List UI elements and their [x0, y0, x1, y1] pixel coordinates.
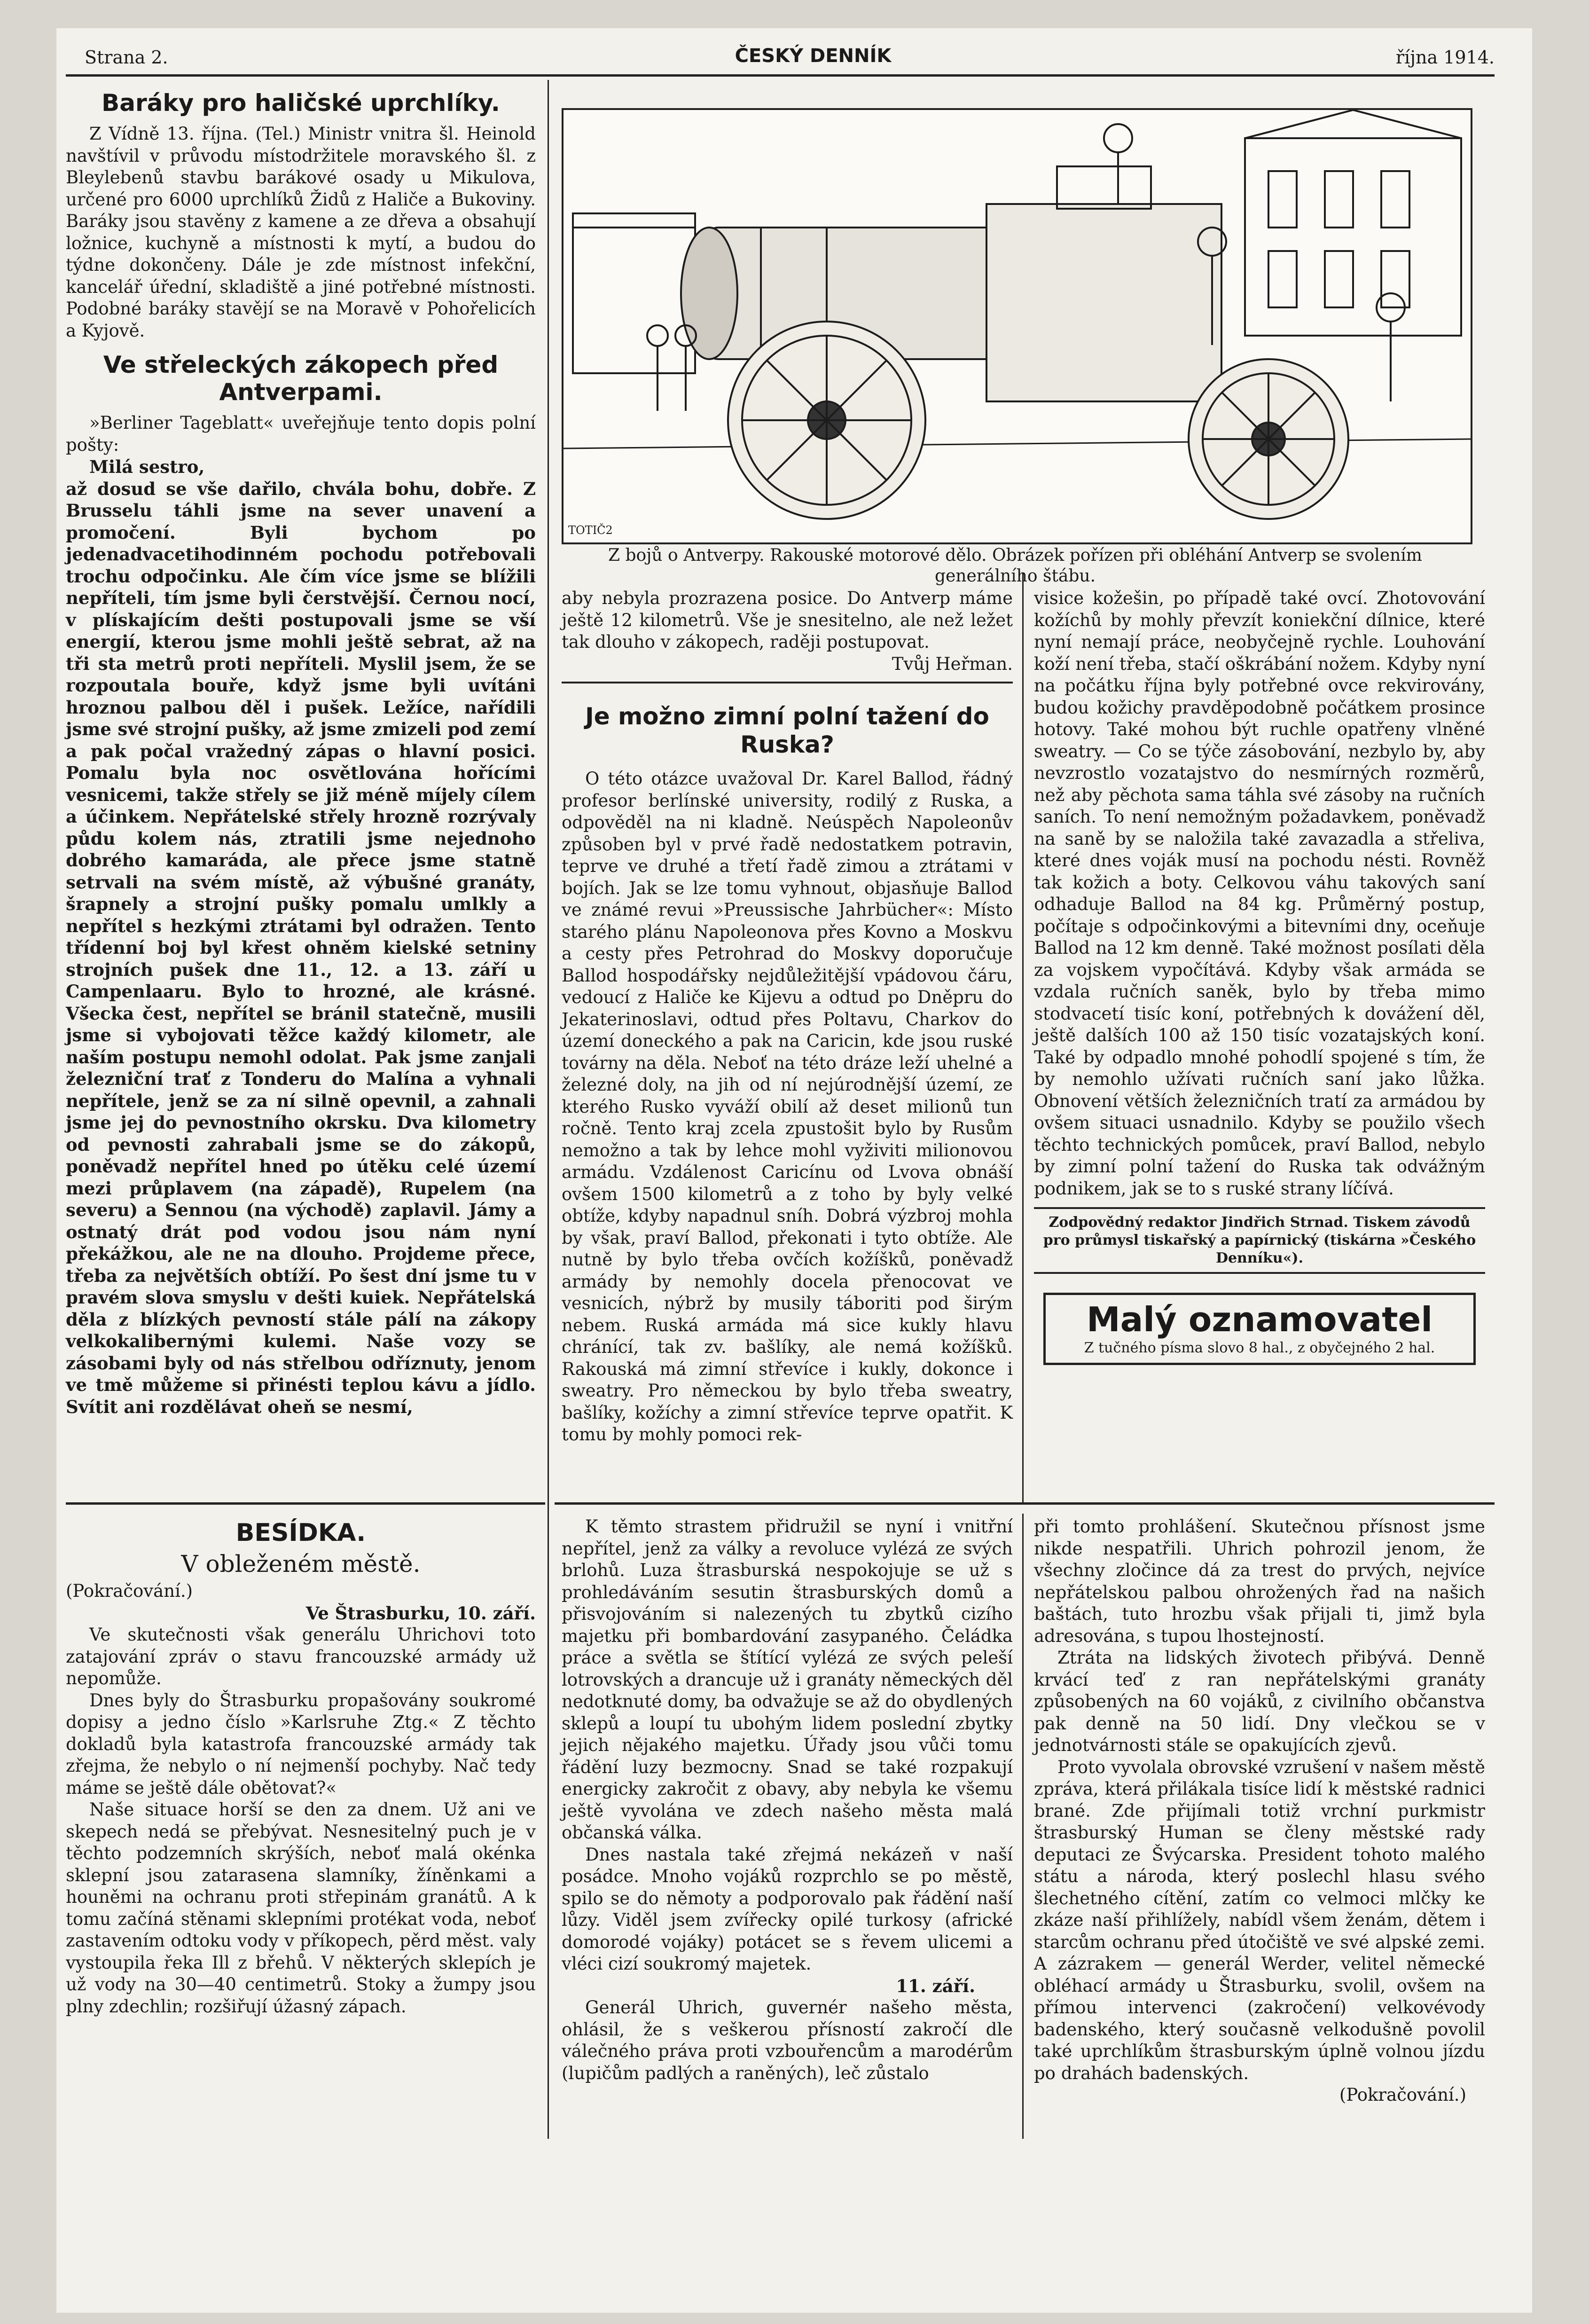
besidka-paragraph: K těmto strastem přidružil se nyní i vnitřní nepřítel, jenž za války a revoluce vylézá ze svých brlohů. Luza štrasburská nespokojuje se už s prohledáváním sesutin štrasburských domů a přisvojováním si nalezených tu zbytků cizího majetku při bombardování zasypaného. Čeládka práce a světla se štítící vylézá ze svých peleší lotrovských a drancuje už i granáty německých děl nedotknuté domy, ba odvažuje se až do obydlených sklepů a loupí tu ubohým lidem poslední zbytky jejich nějakého majetku. Úřady jsou vůči tomu řádění luzy bezmocny. Snad se také rozpakují energicky zakročit z obavy, aby nebyla ke všemu ještě vyvolána ve zdech našeho města malá občanská válka. — [562, 1516, 1013, 1843]
antverpy-continuation: aby nebyla prozrazena posice. Do Antverp máme ještě 12 kilometrů. Vše je snesitelno, ale než ležet tak dlouho v zákopech, raději postupovat. — [562, 588, 1013, 652]
besidka-section-title: BESÍDKA. — [235, 1519, 366, 1547]
motor-cannon-drawing — [564, 110, 1471, 542]
besidka-story-title: V obleženém městě. — [181, 1550, 421, 1578]
header-rule — [66, 74, 1495, 77]
besidka-dateline: Ve Štrasburku, 10. září. — [305, 1602, 536, 1624]
besidka-paragraph: Generál Uhrich, guvernér našeho města, ohlásil, že s veškerou přísností zakročí dle válečného práva proti vzbouřencům a marodérům (lupičům padlých a raněných), leč zůstalo — [562, 1997, 1013, 2083]
imprint: Zodpovědný redaktor Jindřich Strnad. Tiskem závodů pro průmysl tiskařský a papírnický (tiskárna »Českého Denníku«). — [1043, 1214, 1476, 1266]
antverpy-signature: Tvůj Heřman. — [892, 653, 1013, 674]
classifieds-title: Malý oznamovatel — [1086, 1300, 1433, 1339]
column-divider — [1022, 1514, 1024, 2139]
bottom-section-rule — [555, 1502, 1495, 1505]
besidka-paragraph: Ztráta na lidských životech přibývá. Denně krvácí teď z ran nepřátelskými granáty způsobených na 60 vojáků, z civilního občanstva pak denně na 50 lidí. Dny vlečkou se v jednotvárnosti stále se opakujících zjevů. — [1034, 1648, 1485, 1755]
article-russia-title: Je možno zimní polní tažení do Ruska? — [585, 703, 989, 758]
classifieds-prices: Z tučného písma slovo 8 hal., z obyčejného 2 hal. — [1084, 1340, 1435, 1356]
besidka-paragraph: při tomto prohlášení. Skutečnou přísnost jsme nikde nespatřili. Uhrich pohrozil jenom, že všechny zločince dá za trest do prvých, nejvíce nepřátelskou palbou ohrožených řad na našich baštách, tuto hrozbu však přijali ti, jimž byla adresována, s tupou lhostejností. — [1034, 1516, 1485, 1646]
besidka-dateline: 11. září. — [896, 1975, 975, 1996]
cannon-illustration — [562, 108, 1472, 544]
besidka-paragraph: Proto vyvolala obrovské vzrušení v našem městě zpráva, která přilákala tisíce lidí k městské radnici brané. Zde přijímali totiž vrchní purkmistr štrasburský Human se členy městské rady deputaci ze Švýcarska. President tohoto malého státu a národa, který poslechl hlasu svého šlechetného cítění, zatím co velmoci mlčky ke zkáze naší přihlížely, nabídl všem ženám, dětem i starcům ochranu před útočiště ve své alpské zemi. A zázrakem — generál Werder, velitel německé obléhací armády u Štrasburku, svolil, ovšem na přímou intervenci (zakročení) velkovévody badenského, který současně velkodušně povolil také uprchlíkům štrasburským úplně volnou jízdu po drahách badenských. — [1034, 1757, 1485, 2083]
article-russia-body: O této otázce uvažoval Dr. Karel Ballod, řádný profesor berlínské university, rodilý z Ruska, a odpověděl na ni kladně. Neúspěch Napoleonův způsoben byl v prvé řadě nedostatkem potravin, teprve ve druhé a třetí řadě zimou a ztrátami v bojích. Jak se lze tomu vyhnout, objasňuje Ballod ve známé revui »Preussische Jahrbücher«: Místo starého plánu Napoleonova přes Kovno a Moskvu a cesty přes Petrohrad do Moskvy doporučuje Ballod hospodářsky nejdůležitější vpádovou čáru, vedoucí z Haliče ke Kijevu a odtud po Dněpru do Jekaterinoslavi, odtud přes Poltavu, Charkov do území doneckého a pak na Caricin, kde jsou ruské továrny na děla. Neboť na této dráze leží uhelné a železné doly, na jih od ní nejúrodnější území, ze kterého Rusko vyváží obilí až deset milionů tun ročně. Tento kraj zcela zpustošit bylo by Rusům nemožno a tak by lehce mohl vyživiti milionovou armádu. Vzdálenost Caricínu od Lvova obnáší ovšem 1500 kilometrů a z toho by byly velké obtíže, kdyby napadnul sníh. Dobrá výzbroj mohla by však, praví Ballod, překonati i tyto obtíže. Ale nutně by bylo třeba ovčích kožíšků, poněvadž armády by nemohly docela přenocovat ve vesnicích, nýbrž by musily táboriti pod širým nebem. Ruská armáda má sice kukly hlavu chránící, tak zv. bašlíky, ale nemá kožíšků. Rakouská má zimní střevíce i kukly, dokonce i sweatry. Pro německou by bylo třeba sweatry, bašlíky, kožíchy a zimní střevíce teprve opatřit. K tomu by mohly pomoci rek- — [562, 769, 1013, 1445]
article-antverpy-title: Ve střeleckých zákopech před Antverpami. — [103, 351, 499, 406]
issue-date: října 1914. — [1395, 47, 1495, 68]
besidka-column — [66, 1518, 536, 2018]
besidka-paragraph: Ve skutečnosti však generálu Uhrichovi toto zatajování zpráv o stavu francouzské armády už nepomůže. — [66, 1625, 536, 1688]
illustration-caption: Z bojů o Antverpy. Rakouské motorové dělo. Obrázek pořízen při obléhání Antverp se svolením generálního štábu. — [608, 546, 1422, 586]
besidka-paragraph: Naše situace horší se den za dnem. Už ani ve skepech nedá se přebývat. Nesnesitelný puch je v těchto podzemních skrýších, neboť malá okénka sklepní jsou zatarasena slamníky, žíněnkami a houněmi na ochranu proti střepinám granátů. A k tomu začíná stěnami sklepními protékat voda, neboť zastavením odtoku vody v příkopech, pěrd měst. valy vystoupila řeka Ill z břehů. V některých sklepích je už vody na 30—40 centimetrů. Stoky a žumpy jsou plny zdechlin; rozšiřují úžasný zápach. — [66, 1799, 536, 2017]
besidka-rule — [66, 1502, 545, 1505]
column-1 — [66, 89, 536, 1418]
bottom-column-3 — [1034, 1516, 1485, 2106]
column-divider — [1022, 573, 1024, 1504]
article-barraky-body: Z Vídně 13. října. (Tel.) Ministr vnitra šl. Heinold navštívil v průvodu místodržitele moravského šl. z Bleylebenů stavbu barákové osady u Mikulova, určené pro 6000 uprchlíků Židů z Haliče a Bukoviny. Baráky jsou stavěny z kamene a ze dřeva a obsahují ložnice, kuchyně a místnosti k mytí, a budou do týdne dokončeny. Dále je zde místnost infekční, kancelář úřední, skladiště a jiné potřebné místnosti. Podobné baráky stavějí se na Moravě v Pohořelicích a Kyjově. — [66, 124, 536, 341]
article-antverpy-body: až dosud se vše dařilo, chvála bohu, dobře. Z Brusselu táhli jsme na sever unavení a promočení. Byli bychom po jedenadvacetihodinném pochodu potřebovali trochu odpočinku. Ale čím více jsme se blížili nepříteli, tím jsme byli čerstvější. Černou nocí, v plískajícím dešti postupovali jsme se vší energií, kterou jsme mohli ještě sebrat, až na tři sta metrů proti nepříteli. Myslil jsem, že se rozpoutala bouře, když jsme byli uvítáni hroznou palbou děl i pušek. Ležíce, nařídili jsme své strojní pušky, až jsme zmizeli pod zemí a pak počal vražedný zápas o hlavní posici. Pomalu byla noc osvětlována hořícími vesnicemi, takže střely se již méně míjely cílem a účinkem. Nepřátelské střely hrozně rozrývaly půdu kolem nás, ztratili jsme nejednoho dobrého kamaráda, ale přece jsme statně setrvali na svém místě, až výbušné granáty, šrapnely a strojní pušky pomalu umlkly a nepřítel s hezkými ztrátami byl odražen. Tento třídenní boj byl křest ohněm kielské setniny strojních pušek dne 11., 12. a 13. září u Campenlaaru. Bylo to hrozné, ale krásné. Všecka čest, nepřítel se bránil statečně, musili jsme si vybojovati těžce každý kilometr, ale naším postupu nemohl odolat. Pak jsme zanjali železniční trať z Tonderu do Malína a vyhnali nepřítele, jenž se za ní silně opevnil, a zahnali jsme jej do pevnostního okrsku. Dva kilometry od pevnosti zahrabali jsme se do zákopů, poněvadž nepřítel hned po útěku celé území mezi průplavem (na západě), Rupelem (na severu) a Sennou (na východě) zaplavil. Jámy a ostnatý drát pod vodou jsou nám nyní překážkou, ale ne na dlouho. Projdeme přece, třeba za největších obtíží. Po šest dní jsme tu v pravém slova smyslu v dešti kuiek. Nepřátelská děla z blízkých pevností stále pálí na zákopy velkokalibernými kulemi. Naše vozy se zásobami byly od nás střelbou odříznuty, jenom ve tmě můžeme si přinésti teplou kávu a jídlo. Svítit ani rozdělávat oheň se nesmí, — [66, 478, 536, 1417]
article-barraky-title: Baráky pro haličské uprchlíky. — [102, 89, 500, 117]
column-divider — [548, 80, 549, 2139]
besidka-paragraph: Dnes nastala také zřejmá nekázeň v naší posádce. Mnoho vojáků rozprchlo se po městě, spilo se do němoty a podporovalo pak řádění naší lůzy. Viděl jsem zvířecky opilé turkosy (africké domorodé vojáky) potácet se s řevem ulicemi a vléci cizí soukromý majetek. — [562, 1844, 1013, 1974]
imprint-rule — [1034, 1272, 1485, 1274]
classifieds-box — [1043, 1293, 1476, 1365]
article-rule — [562, 682, 1013, 683]
bottom-column-2 — [562, 1516, 1013, 2084]
besidka-continued: (Pokračování.) — [66, 1581, 193, 1601]
imprint-rule — [1034, 1207, 1485, 1209]
besidka-continued: (Pokračování.) — [1339, 2085, 1466, 2105]
column-3 — [1034, 588, 1485, 1365]
russia-continuation: visice kožešin, po případě také ovcí. Zhotovování kožíchů by mohly převzít koniekční dílnice, které nyní nemají práce, neobyčejně rychle. Louhování koží není třeba, stačí oškrábání nožem. Kdyby nyní na počátku října byly potřebné ovce rekvirovány, budou kožichy pravděpodobně počátkem prosince hotovy. Také mohou být ruchle opatřeny vlněné sweatry. — Co se týče zásobování, nezbylo by, aby nevzrostlo vozatajstvo do nesmírných rozměrů, než aby pěchota sama táhla své zásoby na ručních saních. To není nemožným požadavkem, poněvadž na saně by se naložila také zavazadla a střeliva, které dnes voják musí na pochodu nésti. Rovněž tak kožich a boty. Celkovou váhu takových saní odhaduje Ballod na 84 kg. Průměrný postup, počítaje s odpočinkovými a bitevními dny, oceňuje Ballod na 12 km denně. Také možnost posílati děla za vojskem vypočítává. Kdyby však armáda se vzdala ručních saněk, bylo by třeba mimo stodvacetí tisíc koní, potřebných k dovážení děl, ještě dalších 100 až 150 tisíc vozatajských koní. Také by odpadlo mnohé pohodlí spojené s tím, že by nemohlo užívati ručních saní jako lůžka. Obnovení větších železničních tratí za armádou by ovšem situaci usnadnilo. Kdyby se použilo všech těchto technických pomůcek, praví Ballod, nebylo by zimní polní tažení do Ruska tak odvážným podnikem, jak se to s ruské strany líčívá. — [1034, 588, 1485, 1199]
article-antverpy-intro: »Berliner Tageblatt« uveřejňuje tento dopis polní pošty: — [66, 413, 536, 455]
besidka-paragraph: Dnes byly do Štrasburku propašovány soukromé dopisy a jedno číslo »Karlsruhe Ztg.« Z těchto dokladů byla katastrofa francouzské armády tak zřejma, že nebylo o ní nejmenší pochyby. Nač tedy máme se ještě dále obětovat?« — [66, 1690, 536, 1798]
page-number: Strana 2. — [85, 47, 168, 68]
newspaper-name: ČESKÝ DENNÍK — [735, 45, 892, 67]
column-2 — [562, 588, 1013, 1446]
illustration-corner-label: TOTIČ2 — [568, 524, 613, 537]
article-antverpy-salutation: Milá sestro, — [89, 456, 205, 477]
newspaper-page — [56, 28, 1532, 2313]
